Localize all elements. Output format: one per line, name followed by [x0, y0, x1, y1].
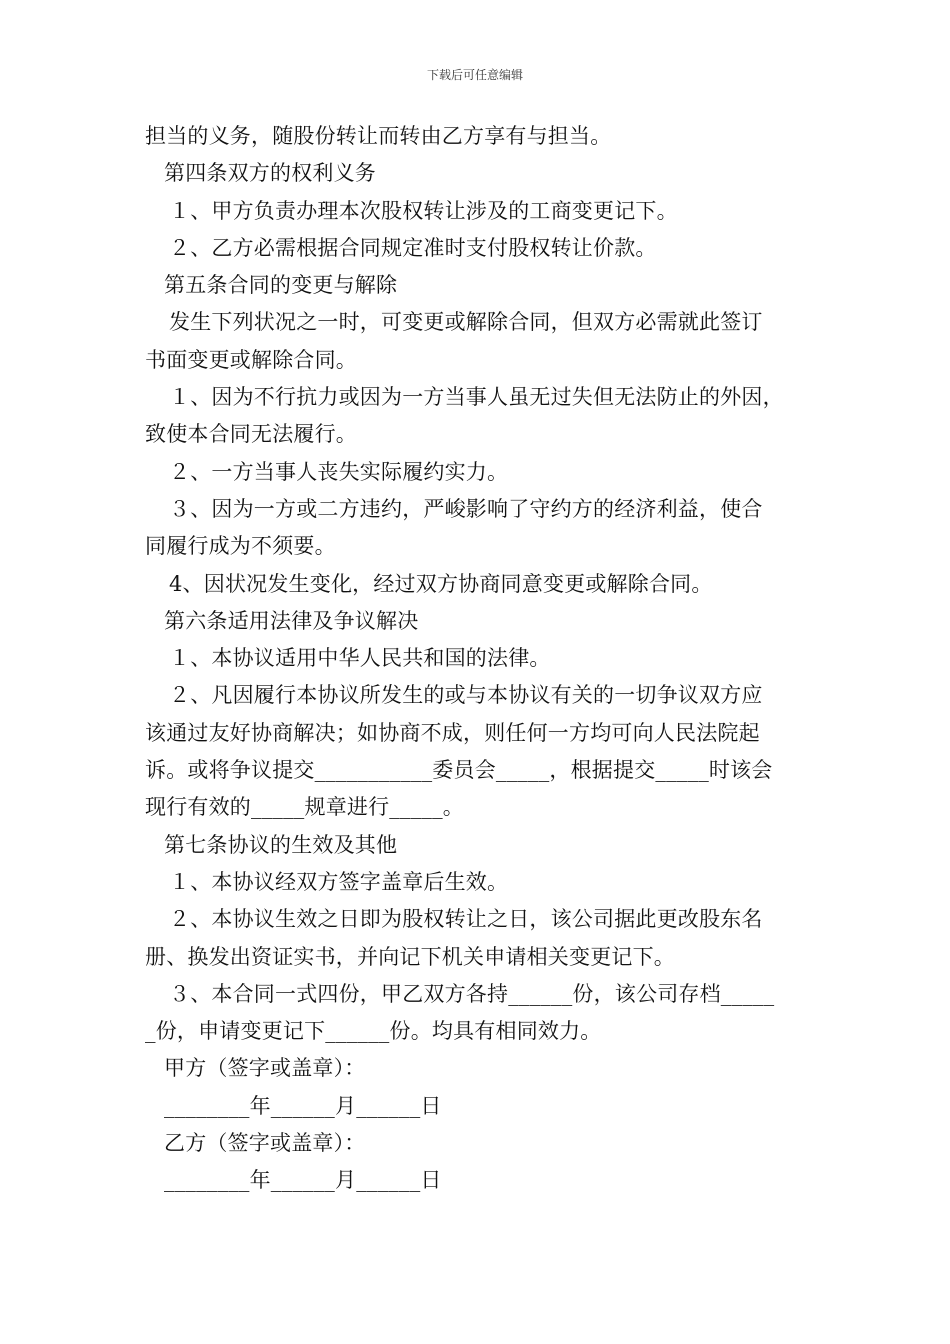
party-b-signature-label: 乙方（签字或盖章）：: [164, 1131, 366, 1156]
text-line: 致使本合同无法履行。: [145, 422, 357, 447]
clause-item: ２、乙方必需根据合同规定准时支付股权转让价款。: [169, 235, 657, 260]
section-heading: 第七条协议的生效及其他: [164, 832, 398, 857]
contract-body: [145, 118, 815, 1200]
clause-item: １、因为不行抗力或因为一方当事人虽无过失但无法防止的外因，: [169, 385, 784, 410]
clause-item: 4、因状况发生变化，经过双方协商同意变更或解除合同。: [169, 571, 713, 596]
party-a-date-line: ________年______月______日: [164, 1093, 442, 1118]
page-header: 下载后可任意编辑: [426, 68, 523, 82]
text-line: 诉。或将争议提交___________委员会_____，根据提交_____时该会: [145, 758, 773, 783]
section-heading: 第四条双方的权利义务: [164, 161, 376, 186]
clause-item: ３、因为一方或二方违约，严峻影响了守约方的经济利益，使合: [169, 496, 763, 521]
clause-item: ２、一方当事人丧失实际履约实力。: [169, 459, 509, 484]
party-a-signature-label: 甲方（签字或盖章）：: [164, 1056, 366, 1081]
section-heading: 第六条适用法律及争议解决: [164, 608, 419, 633]
text-line: 书面变更或解除合同。: [145, 347, 357, 372]
clause-item: １、本协议经双方签字盖章后生效。: [169, 869, 509, 894]
clause-item: ３、本合同一式四份，甲乙双方各持______份，该公司存档_____: [169, 981, 775, 1006]
text-line: 担当的义务，随股份转让而转由乙方享有与担当。: [145, 124, 612, 148]
clause-item: １、甲方负责办理本次股权转让涉及的工商变更记下。: [169, 198, 678, 223]
clause-item: ２、本协议生效之日即为股权转让之日，该公司据此更改股东名: [169, 907, 763, 932]
section-heading: 第五条合同的变更与解除: [164, 273, 398, 298]
text-line: 同履行成为不须要。: [145, 534, 336, 559]
party-b-date-line: ________年______月______日: [164, 1168, 442, 1193]
text-line: 发生下列状况之一时，可变更或解除合同，但双方必需就此签订: [169, 310, 763, 335]
text-line: _份，申请变更记下______份。均具有相同效力。: [145, 1019, 602, 1044]
clause-item: ２、凡因履行本协议所发生的或与本协议有关的一切争议双方应: [169, 683, 763, 708]
text-line: 册、换发出资证实书，并向记下机关申请相关变更记下。: [145, 944, 675, 969]
clause-item: １、本协议适用中华人民共和国的法律。: [169, 646, 551, 671]
text-line: 现行有效的_____规章进行_____。: [145, 795, 464, 820]
text-line: 该通过友好协商解决；如协商不成，则任何一方均可向人民法院起: [145, 720, 760, 745]
